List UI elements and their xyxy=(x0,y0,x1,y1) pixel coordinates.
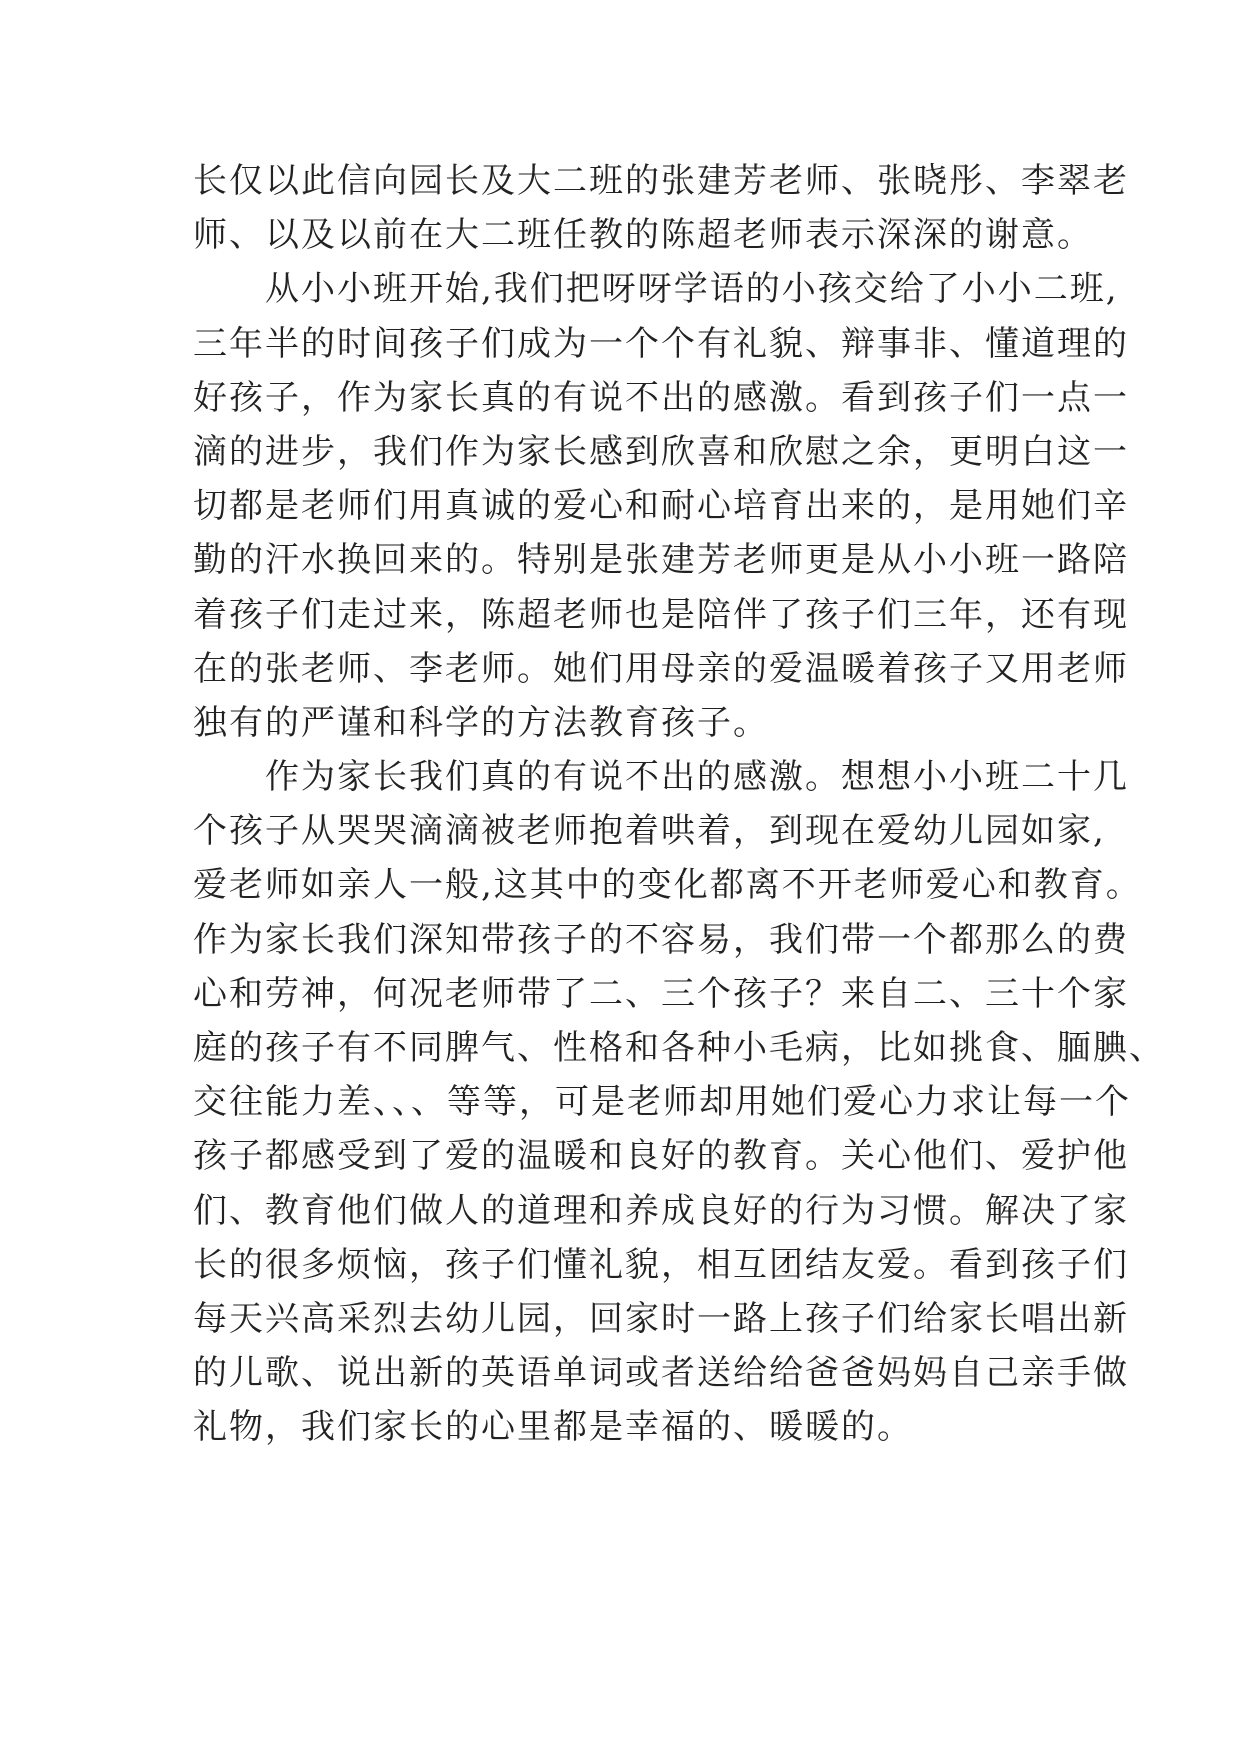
text-line: 师、以及以前在大二班任教的陈超老师表示深深的谢意。 xyxy=(193,215,1093,256)
text-line: 爱老师如亲人一般,这其中的变化都离不开老师爱心和教育。 xyxy=(193,865,1142,906)
text-line: 礼物，我们家长的心里都是幸福的、暖暖的。 xyxy=(193,1407,913,1448)
text-line: 长仅以此信向园长及大二班的张建芳老师、张晓彤、李翠老 xyxy=(193,161,1129,201)
text-line: 勤的汗水换回来的。特别是张建芳老师更是从小小班一路陪 xyxy=(193,540,1129,581)
text-line: 滴的进步，我们作为家长感到欣喜和欣慰之余，更明白这一 xyxy=(193,431,1129,472)
text-line: 的儿歌、说出新的英语单词或者送给给爸爸妈妈自己亲手做 xyxy=(193,1353,1129,1394)
text-line: 交往能力差、、、等等，可是老师却用她们爱心力求让每一个 xyxy=(193,1082,1131,1123)
text-line: 独有的严谨和科学的方法教育孩子。 xyxy=(193,702,769,743)
text-line: 每天兴高采烈去幼儿园，回家时一路上孩子们给家长唱出新 xyxy=(193,1298,1129,1339)
text-line: 作为家长我们深知带孩子的不容易，我们带一个都那么的费 xyxy=(193,919,1129,960)
text-line: 作为家长我们真的有说不出的感激。想想小小班二十几 xyxy=(193,757,1129,798)
text-line: 好孩子，作为家长真的有说不出的感激。看到孩子们一点一 xyxy=(193,377,1129,418)
text-line: 从小小班开始,我们把呀呀学语的小孩交给了小小二班, xyxy=(193,269,1119,310)
text-line: 个孩子从哭哭滴滴被老师抱着哄着，到现在爱幼儿园如家, xyxy=(193,811,1106,852)
text-line: 在的张老师、李老师。她们用母亲的爱温暖着孩子又用老师 xyxy=(193,648,1129,689)
text-line: 着孩子们走过来，陈超老师也是陪伴了孩子们三年，还有现 xyxy=(193,594,1129,635)
letter-body xyxy=(193,154,1165,1455)
text-line: 三年半的时间孩子们成为一个个有礼貌、辩事非、懂道理的 xyxy=(193,323,1129,364)
text-line: 切都是老师们用真诚的爱心和耐心培育出来的，是用她们辛 xyxy=(193,486,1129,527)
text-line: 心和劳神，何况老师带了二、三个孩子？来自二、三十个家 xyxy=(193,973,1129,1014)
text-line: 孩子都感受到了爱的温暖和良好的教育。关心他们、爱护他 xyxy=(193,1136,1129,1177)
text-line: 长的很多烦恼，孩子们懂礼貌，相互团结友爱。看到孩子们 xyxy=(193,1244,1129,1285)
text-line: 们、教育他们做人的道理和养成良好的行为习惯。解决了家 xyxy=(193,1190,1129,1231)
text-line: 庭的孩子有不同脾气、性格和各种小毛病，比如挑食、腼腆、 xyxy=(193,1028,1165,1068)
